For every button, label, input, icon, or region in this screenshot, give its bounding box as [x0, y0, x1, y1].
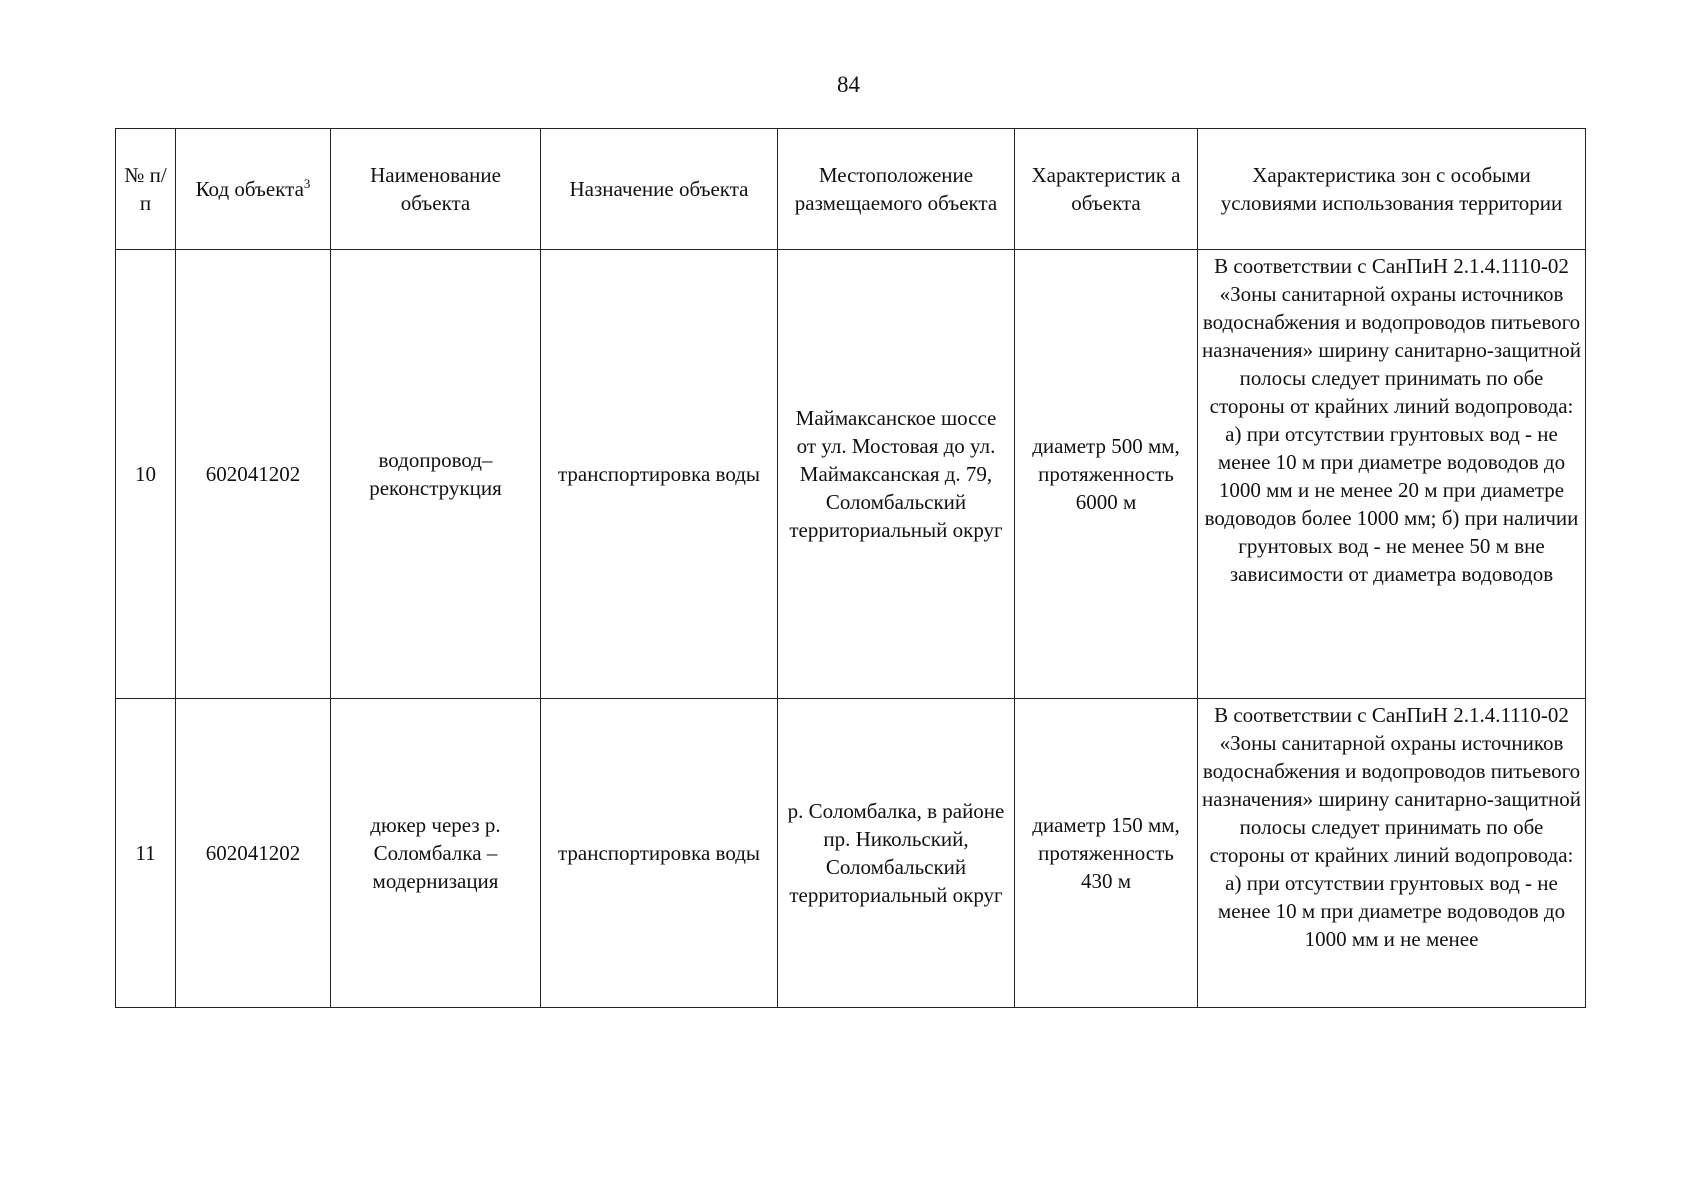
header-characteristics: Характеристик а объекта — [1015, 129, 1198, 250]
cell-code: 602041202 — [176, 699, 331, 1008]
cell-zones — [1198, 250, 1586, 699]
header-location: Местоположение размещаемого объекта — [778, 129, 1015, 250]
header-num: № п/п — [116, 129, 176, 250]
page-number: 84 — [837, 72, 860, 97]
header-code: Код объекта$^3$ — [176, 129, 331, 250]
cell-num: 10 — [116, 250, 176, 699]
cell-location: Маймаксанское шоссе от ул. Мостовая до ул. Маймаксанская д. 79, Соломбальский территориальный округ — [778, 250, 1015, 699]
cell-purpose: транспортировка воды — [541, 250, 778, 699]
header-name: Наименование объекта — [331, 129, 541, 250]
header-purpose: Назначение объекта — [541, 129, 778, 250]
cell-location: р. Соломбалка, в районе пр. Никольский, Соломбальский территориальный округ — [778, 699, 1015, 1008]
cell-name: водопровод– реконструкция — [331, 250, 541, 699]
cell-characteristics: диаметр 500 мм, протяженность 6000 м — [1015, 250, 1198, 699]
cell-name: дюкер через р. Соломбалка – модернизация — [331, 699, 541, 1008]
cell-purpose: транспортировка воды — [541, 699, 778, 1008]
table-row — [116, 699, 1586, 1008]
zones-text: В соответствии с СанПиН 2.1.4.1110-02 «Зоны санитарной охраны источников водоснабжения и водопроводов питьевого назначения» ширину санитарно-защитной полосы следует принимать по обе стороны от крайних линий водопровода: а) при отсутствии грунтовых вод - не менее 10 м при диаметре водоводов до 1000 мм и не менее 20 м при диаметре водоводов более 1000 мм; б) при наличии грунтовых вод - не менее 50 м вне зависимости от диаметра водоводов — [1202, 254, 1581, 586]
zones-text: В соответствии с СанПиН 2.1.4.1110-02 «Зоны санитарной охраны источников водоснабжения и водопроводов питьевого назначения» ширину санитарно-защитной полосы следует принимать по обе стороны от крайних линий водопровода: а) при отсутствии грунтовых вод - не менее 10 м при диаметре водоводов до 1000 мм и не менее — [1202, 703, 1581, 951]
objects-table — [115, 128, 1586, 1008]
cell-characteristics: диаметр 150 мм, протяженность 430 м — [1015, 699, 1198, 1008]
footnote-marker: 3 — [303, 176, 311, 191]
header-zones: Характеристика зон с особыми условиями использования территории — [1198, 129, 1586, 250]
cell-num: 11 — [116, 699, 176, 1008]
cell-zones — [1198, 699, 1586, 1008]
table-row — [116, 250, 1586, 699]
table-header-row — [116, 129, 1586, 250]
cell-code: 602041202 — [176, 250, 331, 699]
